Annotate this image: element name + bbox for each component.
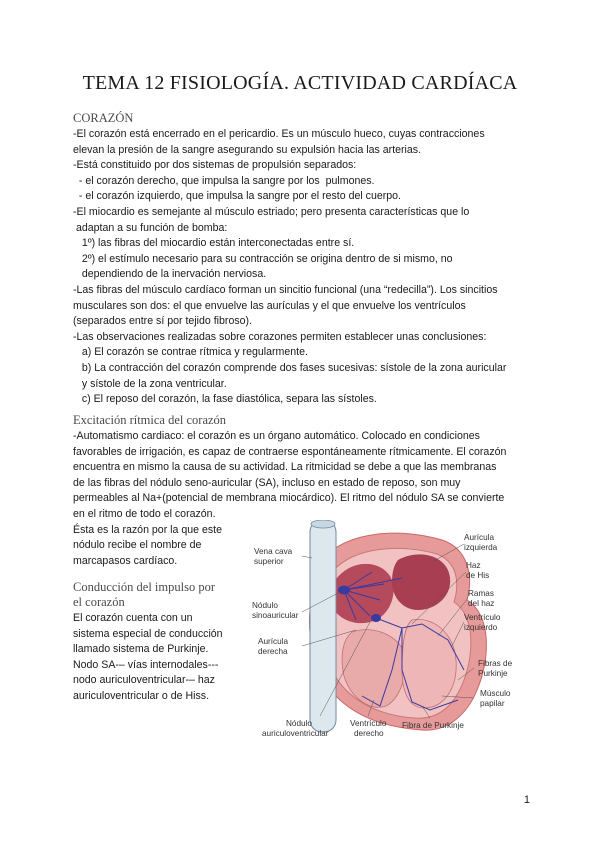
text-line: elevan la presión de la sangre asegurando su expulsión hacia las arterias.	[73, 143, 422, 156]
text-line: -El miocardio es semejante al músculo estriado; pero presenta características que lo	[73, 205, 470, 218]
label-musculo-papilar: Músculo papilar	[480, 689, 511, 708]
label-fibras-purkinje: Fibras de Purkinje	[478, 659, 513, 678]
page-title: TEMA 12 FISIOLOGÍA. ACTIVIDAD CARDÍACA	[82, 72, 518, 94]
text-line: 2º) el estímulo necesario para su contracción se origina dentro de si mismo, no	[73, 252, 453, 265]
sa-node-icon	[338, 586, 350, 595]
text-line: - el corazón derecho, que impulsa la sangre por los pulmones.	[73, 174, 375, 187]
text-line: -Las observaciones realizadas sobre corazones permiten establecer unas conclusiones:	[73, 330, 487, 343]
text-line: (separados entre sí por tejido fibroso).	[73, 315, 253, 328]
text-line: auriculoventricular o de Hiss.	[73, 689, 210, 702]
label-fibra-purkinje: Fibra de Purkinje	[402, 721, 464, 730]
section-corazon	[73, 111, 543, 408]
text-line: a) El corazón se contrae rítmica y regularmente.	[73, 346, 308, 359]
vena-cava-icon	[310, 520, 336, 732]
label-nodulo-av: Nódulo auriculoventricular	[262, 719, 329, 738]
text-line: permeables al Na+(potencial de membrana miocárdico). El ritmo del nódulo SA se convierte	[73, 492, 505, 505]
label-haz-his: Haz de His	[466, 561, 490, 580]
label-ramas-haz: Ramas del haz	[468, 589, 495, 608]
text-line: c) El reposo del corazón, la fase diastólica, separa las sístoles.	[73, 393, 377, 406]
text-line: Ésta es la razón por la que este	[73, 523, 222, 536]
text-line: nódulo recibe el nombre de	[73, 539, 202, 552]
section-heading: Excitación rítmica del corazón	[73, 413, 227, 427]
text-line: -Las fibras del músculo cardíaco forman un sincitio funcional (una “redecilla”). Los sincitios	[73, 283, 498, 296]
text-line: llamado sistema de Purkinje.	[73, 643, 209, 656]
text-line: marcapasos cardíaco.	[73, 554, 178, 567]
section-heading: CORAZÓN	[73, 111, 134, 125]
page-number: 1	[523, 794, 530, 806]
section-body	[73, 127, 543, 408]
text-line: adaptan a su función de bomba:	[73, 221, 228, 234]
text-line: nodo auriculoventricular-– haz	[73, 674, 215, 687]
text-line: sistema especial de conducción	[73, 627, 223, 640]
section-body	[73, 611, 248, 705]
text-line: de las fibras del nódulo seno-auricular (SA), incluso en estado de reposo, son muy	[73, 476, 461, 489]
label-nodulo-sa: Nódulo sinoauricular	[252, 601, 299, 620]
label-ventriculo-derecho: Ventrículo derecho	[350, 719, 387, 738]
label-ventriculo-izquierdo: Ventrículo izquierdo	[464, 613, 501, 632]
text-line: favorables de irrigación, es capaz de contraerse espontáneamente rítmicamente. El corazón	[73, 445, 507, 458]
av-node-icon	[371, 614, 381, 622]
text-line: en el ritmo de todo el corazón.	[73, 507, 216, 520]
text-line: Nodo SA-– vías internodales---	[73, 658, 219, 671]
text-line: -El corazón está encerrado en el pericardio. Es un músculo hueco, cuyas contracciones	[73, 128, 485, 140]
section-body	[73, 429, 543, 523]
text-line: - el corazón izquierdo, que impulsa la sangre por el resto del cuerpo.	[73, 190, 401, 203]
label-vena-cava: Vena cava superior	[254, 547, 293, 566]
label-auricula-derecha: Aurícula derecha	[258, 637, 289, 656]
section-heading-line: Conducción del impulso por	[73, 580, 215, 594]
text-line: -Automatismo cardiaco: el corazón es un órgano automático. Colocado en condiciones	[73, 430, 480, 442]
text-line: b) La contracción del corazón comprende dos fases sucesivas: sístole de la zona auricular	[73, 361, 507, 374]
text-line: encuentra en mismo la causa de su actividad. La ritmicidad se debe a que las membranas	[73, 461, 497, 474]
text-line: y sístole de la zona ventricular.	[73, 377, 227, 390]
text-line: El corazón cuenta con un	[73, 612, 193, 624]
text-line: 1º) las fibras del miocardio están interconectadas entre sí.	[73, 237, 355, 250]
section-heading-line: el corazón	[73, 595, 125, 609]
heart-conduction-figure	[252, 520, 532, 748]
text-line: -Está constituido por dos sistemas de propulsión separados:	[73, 159, 357, 172]
text-line: musculares son dos: el que envuelve las aurículas y el que envuelve los ventrículos	[73, 299, 466, 312]
label-auricula-izquierda: Aurícula izquierda	[464, 533, 498, 552]
section-heading	[73, 580, 248, 610]
section-conduccion	[73, 580, 248, 705]
text-line: dependiendo de la inervación nerviosa.	[73, 268, 267, 281]
